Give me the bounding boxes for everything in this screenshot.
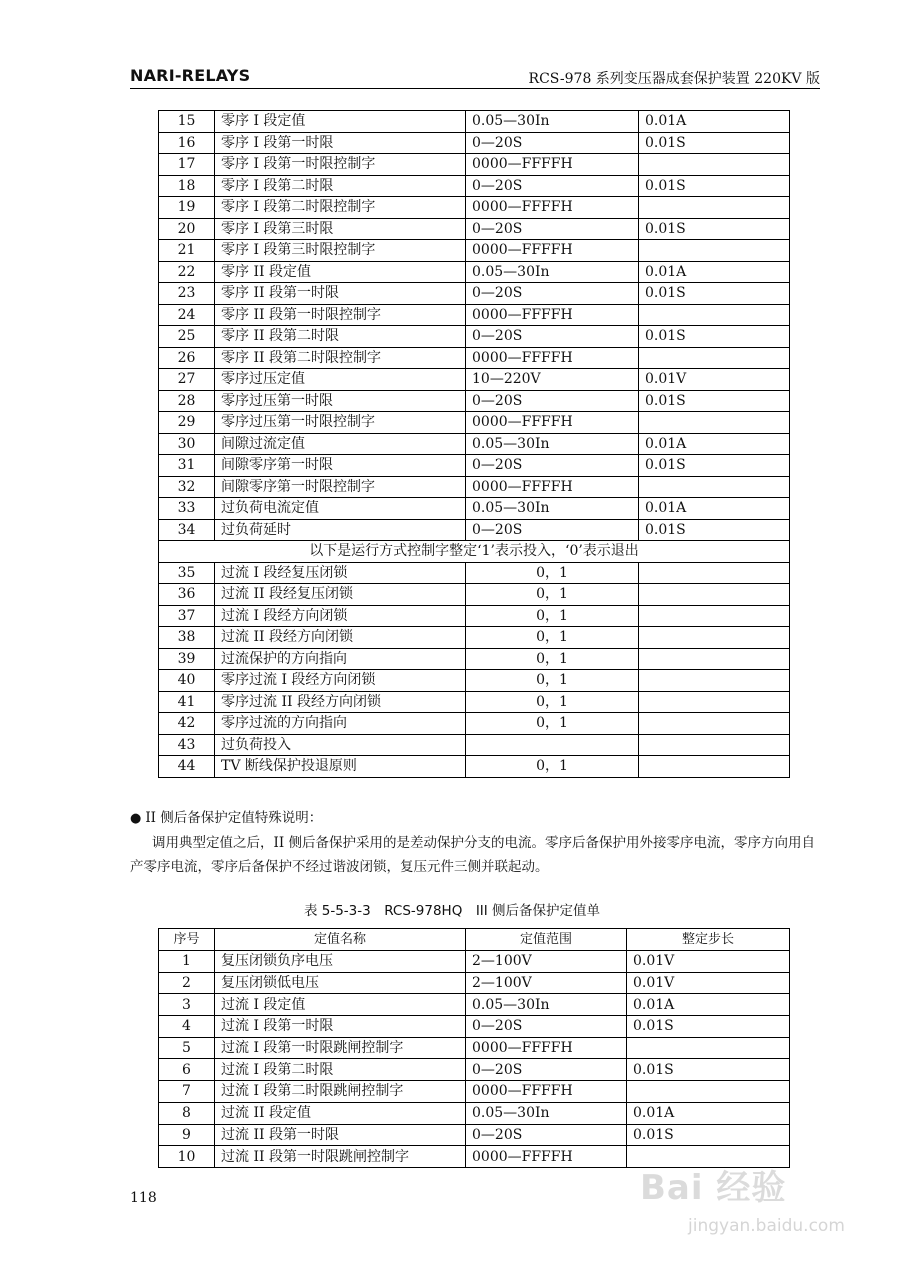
settings-table-section-b (159, 562, 790, 777)
row-setting-name: 零序过压第一时限 (215, 390, 466, 412)
table-row (159, 218, 790, 240)
row-setting-name: 零序 I 段第二时限 (215, 175, 466, 197)
table-caption: 表 5-5-3-3 RCS-978HQ III 侧后备保护定值单 (303, 903, 601, 919)
row-range: 0.05—30In (466, 433, 639, 455)
row-setting-name: 零序 I 段第三时限 (215, 218, 466, 240)
row-range: 0000—FFFFH (466, 304, 639, 326)
bullet-icon: ● (130, 811, 142, 826)
table-row (159, 1059, 790, 1081)
row-range: 0.05—30In (466, 261, 639, 283)
table-row (159, 562, 790, 584)
row-setting-name: 间隙零序第一时限 (215, 455, 466, 477)
row-seq: 16 (159, 132, 215, 154)
row-setting-name: 零序 I 段定值 (215, 111, 466, 133)
row-setting-name: 复压闭锁低电压 (215, 972, 466, 994)
row-range: 0—20S (466, 326, 639, 348)
row-setting-name: 零序过流的方向指向 (215, 713, 466, 735)
row-seq: 25 (159, 326, 215, 348)
table-row (159, 648, 790, 670)
row-step (639, 713, 790, 735)
row-range: 0，1 (466, 562, 639, 584)
row-step: 0.01V (627, 972, 790, 994)
page-header (130, 66, 820, 88)
row-setting-name: 零序 II 段定值 (215, 261, 466, 283)
table-row (159, 756, 790, 778)
row-setting-name: 过流 I 段第一时限 (215, 1016, 466, 1038)
row-seq: 10 (159, 1146, 215, 1168)
row-range: 2—100V (466, 951, 627, 973)
row-step (639, 240, 790, 262)
row-range: 2—100V (466, 972, 627, 994)
table-row (159, 972, 790, 994)
table-row (159, 498, 790, 520)
row-setting-name: 过流 I 段第二时限跳闸控制字 (215, 1081, 466, 1103)
row-step: 0.01S (639, 519, 790, 541)
table-row (159, 951, 790, 973)
row-seq: 5 (159, 1037, 215, 1059)
row-step (639, 476, 790, 498)
row-range: 0，1 (466, 713, 639, 735)
row-setting-name: 过负荷投入 (215, 734, 466, 756)
table-row (159, 691, 790, 713)
row-step (639, 584, 790, 606)
row-seq: 35 (159, 562, 215, 584)
row-range: 0000—FFFFH (466, 1081, 627, 1103)
row-seq: 15 (159, 111, 215, 133)
table-row (159, 283, 790, 305)
row-step: 0.01S (639, 326, 790, 348)
document-title: RCS-978 系列变压器成套保护装置 220KV 版 (528, 71, 820, 87)
row-seq: 29 (159, 412, 215, 434)
row-step (639, 412, 790, 434)
row-setting-name: 过流 I 段经方向闭锁 (215, 605, 466, 627)
row-range: 0000—FFFFH (466, 412, 639, 434)
row-setting-name: TV 断线保护投退原则 (215, 756, 466, 778)
row-seq: 22 (159, 261, 215, 283)
row-seq: 18 (159, 175, 215, 197)
row-seq: 30 (159, 433, 215, 455)
row-seq: 32 (159, 476, 215, 498)
row-step: 0.01V (639, 369, 790, 391)
settings-table-span-section (159, 541, 790, 563)
row-setting-name: 过流 II 段第一时限跳闸控制字 (215, 1146, 466, 1168)
row-step (639, 347, 790, 369)
table-header-row (159, 929, 790, 951)
row-step (639, 670, 790, 692)
page-number: 118 (130, 1190, 157, 1206)
row-range: 0.05—30In (466, 111, 639, 133)
note-title: II 侧后备保护定值特殊说明： (145, 810, 323, 826)
table-row (159, 197, 790, 219)
row-range: 0.05—30In (466, 994, 627, 1016)
row-step (639, 691, 790, 713)
row-step (639, 605, 790, 627)
row-step: 0.01A (627, 1102, 790, 1124)
row-seq: 27 (159, 369, 215, 391)
row-seq: 31 (159, 455, 215, 477)
row-seq: 33 (159, 498, 215, 520)
row-step: 0.01S (639, 132, 790, 154)
row-setting-name: 过流保护的方向指向 (215, 648, 466, 670)
row-seq: 2 (159, 972, 215, 994)
row-seq: 41 (159, 691, 215, 713)
row-seq: 39 (159, 648, 215, 670)
row-range: 0—20S (466, 132, 639, 154)
table-row (159, 455, 790, 477)
row-setting-name: 过流 I 段第一时限跳闸控制字 (215, 1037, 466, 1059)
table-row (159, 1081, 790, 1103)
row-step: 0.01S (639, 218, 790, 240)
row-seq: 42 (159, 713, 215, 735)
table-row (159, 713, 790, 735)
row-step: 0.01S (627, 1124, 790, 1146)
row-seq: 24 (159, 304, 215, 326)
row-seq: 26 (159, 347, 215, 369)
control-word-explanation: 以下是运行方式控制字整定‘1’表示投入，‘0’表示退出 (159, 541, 790, 563)
row-seq: 17 (159, 154, 215, 176)
table-row (159, 519, 790, 541)
table-row (159, 994, 790, 1016)
row-range: 0—20S (466, 455, 639, 477)
row-range: 0.05—30In (466, 498, 639, 520)
table-row (159, 1016, 790, 1038)
row-step: 0.01S (639, 175, 790, 197)
row-range: 0000—FFFFH (466, 1146, 627, 1168)
table-row (159, 1037, 790, 1059)
row-setting-name: 间隙过流定值 (215, 433, 466, 455)
row-seq: 1 (159, 951, 215, 973)
table-row (159, 627, 790, 649)
row-range: 0.05—30In (466, 1102, 627, 1124)
header-divider (130, 88, 820, 89)
row-setting-name: 过流 II 段经方向闭锁 (215, 627, 466, 649)
row-range: 0，1 (466, 605, 639, 627)
row-setting-name: 零序 I 段第二时限控制字 (215, 197, 466, 219)
row-range: 0，1 (466, 648, 639, 670)
row-range: 0，1 (466, 670, 639, 692)
row-range: 0000—FFFFH (466, 347, 639, 369)
row-step: 0.01A (639, 433, 790, 455)
row-step: 0.01A (639, 261, 790, 283)
table-row (159, 1102, 790, 1124)
table-row (159, 476, 790, 498)
row-seq: 21 (159, 240, 215, 262)
row-step (627, 1037, 790, 1059)
row-step (639, 734, 790, 756)
row-seq: 4 (159, 1016, 215, 1038)
row-range: 10—220V (466, 369, 639, 391)
row-setting-name: 零序 II 段第二时限 (215, 326, 466, 348)
row-step: 0.01A (639, 498, 790, 520)
row-setting-name: 过流 I 段经复压闭锁 (215, 562, 466, 584)
row-seq: 44 (159, 756, 215, 778)
header-range: 定值范围 (466, 929, 627, 951)
row-seq: 37 (159, 605, 215, 627)
table-row (159, 734, 790, 756)
row-step: 0.01S (627, 1059, 790, 1081)
row-setting-name: 过流 II 段第一时限 (215, 1124, 466, 1146)
row-step (639, 562, 790, 584)
header-seq: 序号 (159, 929, 215, 951)
row-range: 0000—FFFFH (466, 240, 639, 262)
watermark-url: jingyan.baidu.com (688, 1216, 845, 1236)
row-setting-name: 零序 I 段第一时限控制字 (215, 154, 466, 176)
row-step (639, 756, 790, 778)
table-row (159, 111, 790, 133)
row-setting-name: 过流 I 段定值 (215, 994, 466, 1016)
table-row (159, 584, 790, 606)
table-row (159, 412, 790, 434)
row-setting-name: 零序过压定值 (215, 369, 466, 391)
row-step: 0.01A (639, 111, 790, 133)
table-row (159, 175, 790, 197)
row-setting-name: 零序 I 段第一时限 (215, 132, 466, 154)
table-row (159, 240, 790, 262)
note-body: 调用典型定值之后，II 侧后备保护采用的是差动保护分支的电流。零序后备保护用外接零序电流，零序方向用自产零序电流，零序后备保护不经过谐波闭锁，复压元件三侧并联起动。 (130, 835, 815, 875)
brand-logo-text: NARI-RELAYS (130, 66, 251, 85)
baidu-watermark (640, 1160, 870, 1260)
header-name: 定值名称 (215, 929, 466, 951)
row-range: 0—20S (466, 1124, 627, 1146)
row-seq: 19 (159, 197, 215, 219)
row-range: 0000—FFFFH (466, 476, 639, 498)
row-setting-name: 零序过流 I 段经方向闭锁 (215, 670, 466, 692)
settings-table-continued (158, 110, 790, 778)
row-range: 0—20S (466, 1059, 627, 1081)
settings-table-side-three (158, 928, 790, 1168)
row-step (639, 154, 790, 176)
table-row (159, 670, 790, 692)
table-row (159, 304, 790, 326)
row-range: 0—20S (466, 390, 639, 412)
watermark-logo: Bai 经验 (640, 1168, 787, 1208)
row-range: 0，1 (466, 691, 639, 713)
row-setting-name: 过负荷电流定值 (215, 498, 466, 520)
row-step: 0.01S (627, 1016, 790, 1038)
row-step: 0.01S (639, 283, 790, 305)
row-step: 0.01S (639, 390, 790, 412)
row-step (639, 197, 790, 219)
row-range: 0000—FFFFH (466, 154, 639, 176)
row-setting-name: 过流 I 段第二时限 (215, 1059, 466, 1081)
row-range: 0，1 (466, 756, 639, 778)
row-setting-name: 零序 I 段第三时限控制字 (215, 240, 466, 262)
row-setting-name: 零序过流 II 段经方向闭锁 (215, 691, 466, 713)
table-row (159, 1124, 790, 1146)
row-setting-name: 过流 II 段经复压闭锁 (215, 584, 466, 606)
row-seq: 34 (159, 519, 215, 541)
row-range: 0，1 (466, 627, 639, 649)
settings-table-body (159, 951, 790, 1168)
row-range: 0—20S (466, 519, 639, 541)
row-range: 0，1 (466, 584, 639, 606)
table-row (159, 347, 790, 369)
row-seq: 38 (159, 627, 215, 649)
row-setting-name: 间隙零序第一时限控制字 (215, 476, 466, 498)
row-step: 0.01A (627, 994, 790, 1016)
row-range: 0—20S (466, 283, 639, 305)
row-seq: 23 (159, 283, 215, 305)
row-range: 0—20S (466, 175, 639, 197)
table-row (159, 326, 790, 348)
table-row (159, 369, 790, 391)
row-setting-name: 零序 II 段第二时限控制字 (215, 347, 466, 369)
row-range: 0—20S (466, 218, 639, 240)
row-setting-name: 零序 II 段第一时限 (215, 283, 466, 305)
table-row (159, 261, 790, 283)
row-step (639, 627, 790, 649)
row-seq: 43 (159, 734, 215, 756)
header-step: 整定步长 (627, 929, 790, 951)
row-setting-name: 复压闭锁负序电压 (215, 951, 466, 973)
row-range: 0000—FFFFH (466, 1037, 627, 1059)
row-seq: 20 (159, 218, 215, 240)
row-step: 0.01V (627, 951, 790, 973)
row-seq: 40 (159, 670, 215, 692)
row-seq: 28 (159, 390, 215, 412)
table-span-row (159, 541, 790, 563)
row-step (627, 1081, 790, 1103)
row-seq: 8 (159, 1102, 215, 1124)
special-note (130, 806, 820, 879)
table-row (159, 154, 790, 176)
row-range: 0—20S (466, 1016, 627, 1038)
table-row (159, 605, 790, 627)
row-step: 0.01S (639, 455, 790, 477)
row-range: 0000—FFFFH (466, 197, 639, 219)
row-setting-name: 零序过压第一时限控制字 (215, 412, 466, 434)
row-seq: 3 (159, 994, 215, 1016)
row-seq: 7 (159, 1081, 215, 1103)
table-row (159, 132, 790, 154)
row-step (639, 648, 790, 670)
row-seq: 9 (159, 1124, 215, 1146)
table-row (159, 390, 790, 412)
row-setting-name: 零序 II 段第一时限控制字 (215, 304, 466, 326)
row-range (466, 734, 639, 756)
row-seq: 36 (159, 584, 215, 606)
settings-table-section-a (159, 111, 790, 541)
row-setting-name: 过流 II 段定值 (215, 1102, 466, 1124)
table-row (159, 433, 790, 455)
row-seq: 6 (159, 1059, 215, 1081)
row-setting-name: 过负荷延时 (215, 519, 466, 541)
row-step (639, 304, 790, 326)
